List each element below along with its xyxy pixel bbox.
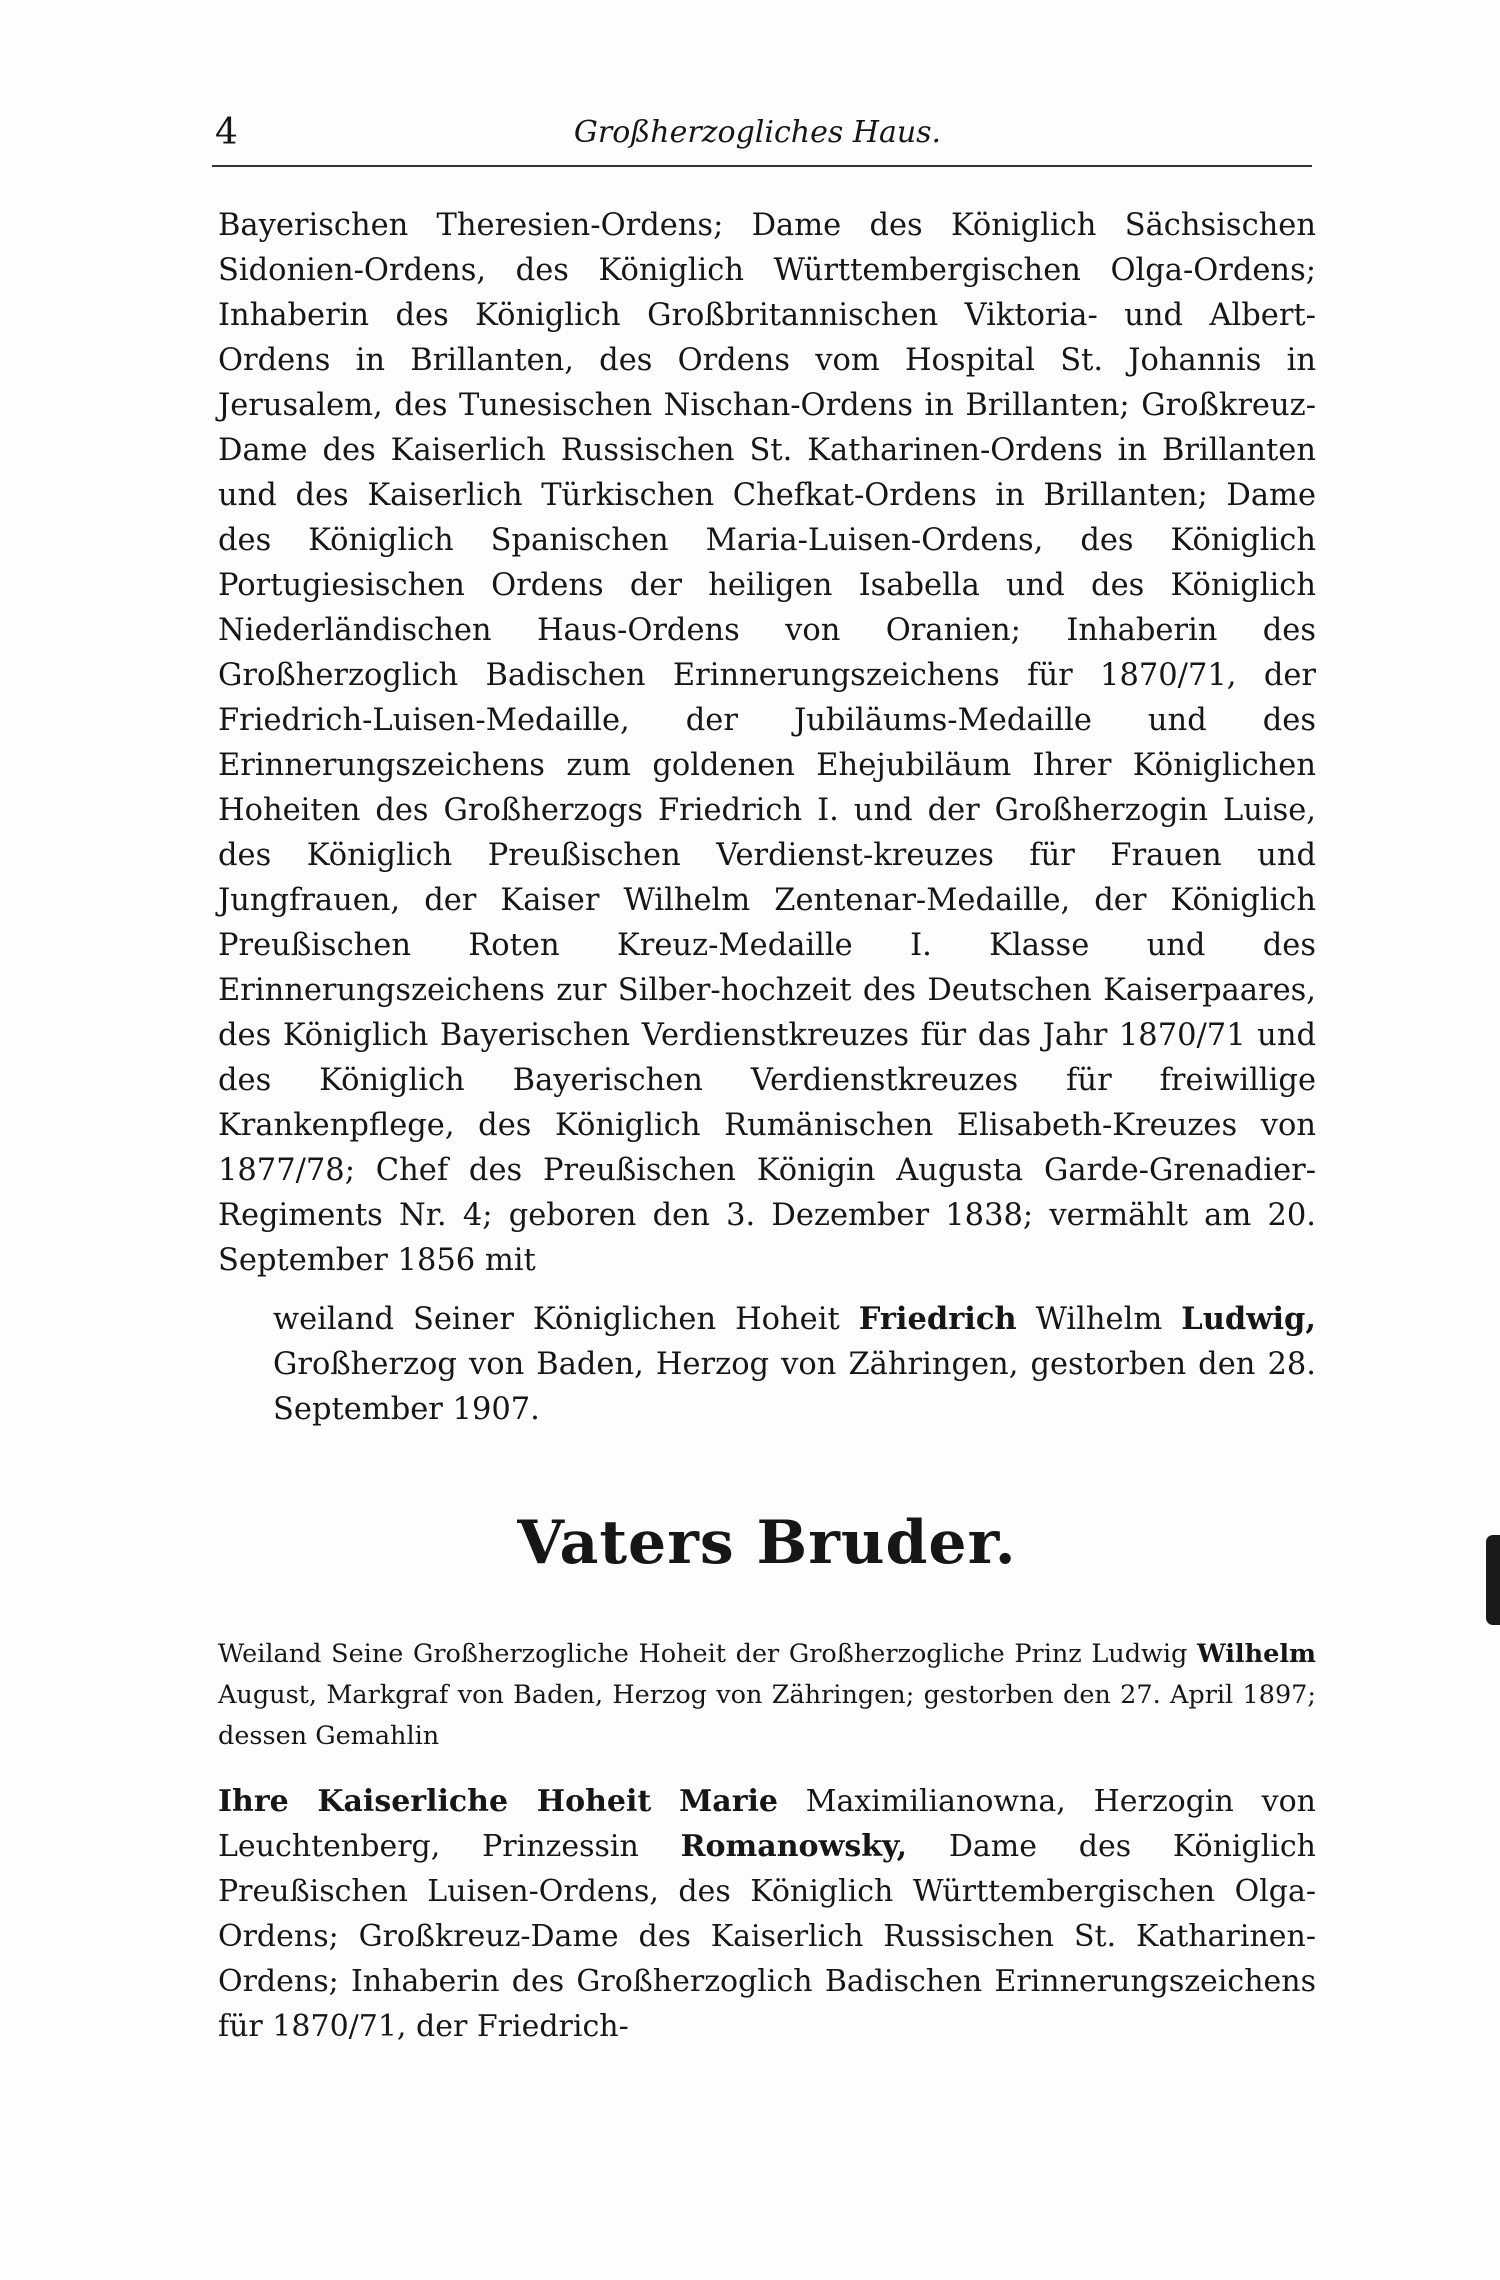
- spouse-name: Marie: [679, 1784, 778, 1819]
- spouse-house: Romanowsky,: [680, 1829, 908, 1864]
- spouse-paragraph: [218, 1779, 1316, 2049]
- uncle-paragraph: [218, 1634, 1316, 1757]
- husband-paragraph: [273, 1297, 1316, 1432]
- entry-paragraph: Bayerischen Theresien-Ordens; Dame des Königlich Sächsischen Sidonien-Ordens, des Königlich Württembergischen Olga-Ordens; Inhaberin des Königlich Großbritannischen Viktoria- und Albert-Ordens in Brillanten, des Ordens vom Hospital St. Johannis in Jerusalem, des Tunesischen Nischan-Ordens in Brillanten; Großkreuz-Dame des Kaiserlich Russischen St. Katharinen-Ordens in Brillanten und des Kaiserlich Türkischen Chefkat-Ordens in Brillanten; Dame des Königlich Spanischen Maria-Luisen-Ordens, des Königlich Portugiesischen Ordens der heiligen Isabella und des Königlich Niederländischen Haus-Ordens von Oranien; Inhaberin des Großherzoglich Badischen Erinnerungszeichens für 1870/71, der Friedrich-Luisen-Medaille, der Jubiläums-Medaille und des Erinnerungszeichens zum goldenen Ehejubiläum Ihrer Königlichen Hoheiten des Großherzogs Friedrich I. und der Großherzogin Luise, des Königlich Preußischen Verdienst-kreuzes für Frauen und Jungfrauen, der Kaiser Wilhelm Zentenar-Medaille, der Königlich Preußischen Roten Kreuz-Medaille I. Klasse und des Erinnerungszeichens zur Silber-hochzeit des Deutschen Kaiserpaares, des Königlich Bayerischen Verdienstkreuzes für das Jahr 1870/71 und des Königlich Bayerischen Verdienstkreuzes für freiwillige Krankenpflege, des Königlich Rumänischen Elisabeth-Kreuzes von 1877/78; Chef des Preußischen Königin Augusta Garde-Grenadier-Regiments Nr. 4; geboren den 3. Dezember 1838; vermählt am 20. September 1856 mit: [218, 208, 1316, 1278]
- section-heading: Vaters Bruder.: [517, 1508, 1017, 1578]
- husband-name2: Ludwig,: [1181, 1301, 1316, 1337]
- spouse-text2: Dame des Königlich Preußischen Luisen-Ordens, des Königlich Württembergischen Olga-Ordens; Großkreuz-Dame des Kaiserlich Russischen St. Katharinen-Ordens; Inhaberin des Großherzoglich Badischen Erinnerungszeichens für 1870/71, der Friedrich-: [218, 1829, 1317, 2044]
- husband-name: Friedrich: [858, 1301, 1017, 1337]
- spouse-title: Ihre Kaiserliche Hoheit: [218, 1784, 652, 1819]
- uncle-prefix: Weiland Seine Großherzogliche Hoheit der Großherzogliche Prinz Ludwig: [218, 1639, 1188, 1669]
- page-header: [205, 108, 1310, 158]
- husband-middle: Wilhelm: [1035, 1302, 1163, 1337]
- uncle-suffix: August, Markgraf von Baden, Herzog von Zähringen; gestorben den 27. April 1897; dessen Gemahlin: [218, 1680, 1316, 1751]
- spouse-text1: Herzogin von Leuchtenberg, Prinzessin: [218, 1784, 1316, 1864]
- spouse-patronymic: Maximilianowna,: [805, 1784, 1066, 1819]
- page-content: [218, 203, 1316, 2049]
- husband-suffix: Großherzog von Baden, Herzog von Zähringen, gestorben den 28. September 1907.: [273, 1347, 1316, 1427]
- page-number: 4: [215, 112, 238, 153]
- page-edge-mark: [1486, 1535, 1500, 1625]
- running-title: Großherzogliches Haus.: [573, 115, 942, 150]
- husband-prefix: weiland Seiner Königlichen Hoheit: [273, 1302, 840, 1337]
- uncle-name: Wilhelm: [1197, 1639, 1316, 1669]
- header-rule: [212, 165, 1312, 167]
